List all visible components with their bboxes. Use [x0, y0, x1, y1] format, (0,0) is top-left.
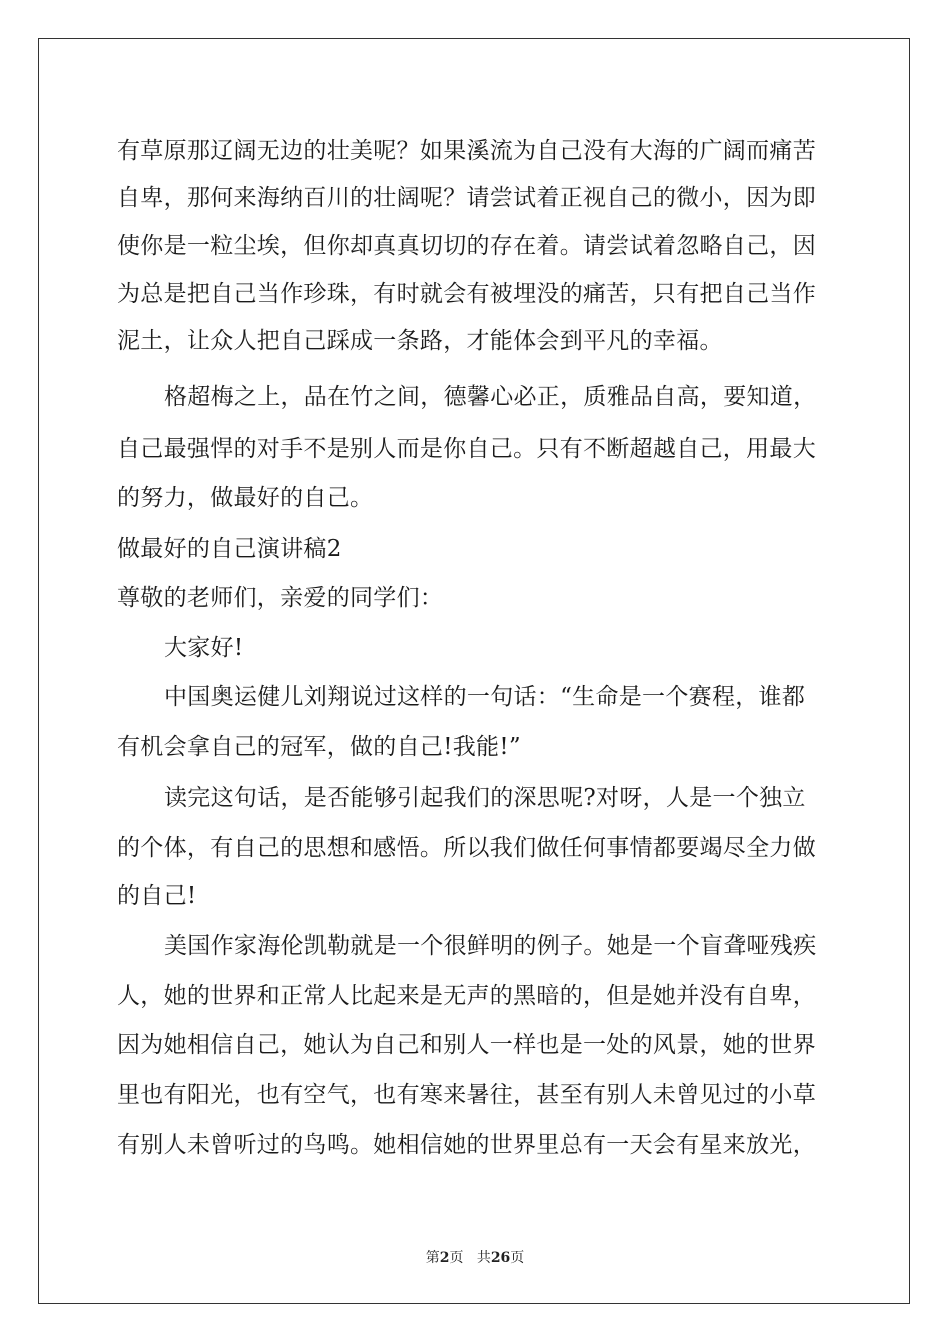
body-line: 有机会拿自己的冠军，做的自己!我能!” [117, 734, 521, 760]
body-line: 中国奥运健儿刘翔说过这样的一句话：“生命是一个赛程，谁都 [164, 684, 806, 710]
footer-prefix: 第 [425, 1250, 440, 1266]
page-footer [0, 1247, 950, 1267]
body-line: 里也有阳光，也有空气，也有寒来暑往，甚至有别人未曾见过的小草 [117, 1082, 816, 1108]
page-border [38, 38, 910, 1304]
footer-page-number: 2 [439, 1250, 450, 1266]
body-line: 格超梅之上，品在竹之间，德馨心必正，质雅品自高，要知道， [164, 384, 817, 410]
footer-page-suffix: 页 [449, 1250, 464, 1266]
body-line: 自己最强悍的对手不是别人而是你自己。只有不断超越自己，用最大 [117, 436, 816, 462]
salutation: 尊敬的老师们，亲爱的同学们： [117, 585, 444, 611]
body-line: 使你是一粒尘埃，但你却真真切切的存在着。请尝试着忽略自己，因 [117, 233, 816, 259]
body-line: 为总是把自己当作珍珠，有时就会有被埋没的痛苦，只有把自己当作 [117, 281, 816, 307]
body-line: 有草原那辽阔无边的壮美呢？如果溪流为自己没有大海的广阔而痛苦 [117, 138, 816, 164]
body-line: 泥土，让众人把自己踩成一条路，才能体会到平凡的幸福。 [117, 328, 723, 354]
body-line: 美国作家海伦凯勒就是一个很鲜明的例子。她是一个盲聋哑残疾 [164, 933, 817, 959]
body-line: 的自己! [117, 883, 197, 909]
footer-total-suffix: 页 [510, 1250, 525, 1266]
body-line: 有别人未曾听过的鸟鸣。她相信她的世界里总有一天会有星来放光， [117, 1132, 816, 1158]
body-line: 自卑，那何来海纳百川的壮阔呢？请尝试着正视自己的微小，因为即 [117, 185, 816, 211]
body-line: 人，她的世界和正常人比起来是无声的黑暗的，但是她并没有自卑， [117, 983, 816, 1009]
body-line: 的努力，做最好的自己。 [117, 485, 374, 511]
section-title: 做最好的自己演讲稿2 [117, 536, 342, 562]
body-line: 的个体，有自己的思想和感悟。所以我们做任何事情都要竭尽全力做 [117, 835, 816, 861]
footer-total-pages: 26 [490, 1250, 511, 1266]
body-line: 因为她相信自己，她认为自己和别人一样也是一处的风景，她的世界 [117, 1032, 816, 1058]
footer-total-prefix: 共 [476, 1250, 491, 1266]
greeting: 大家好! [164, 635, 244, 661]
body-line: 读完这句话，是否能够引起我们的深思呢?对呀，人是一个独立 [164, 785, 806, 811]
